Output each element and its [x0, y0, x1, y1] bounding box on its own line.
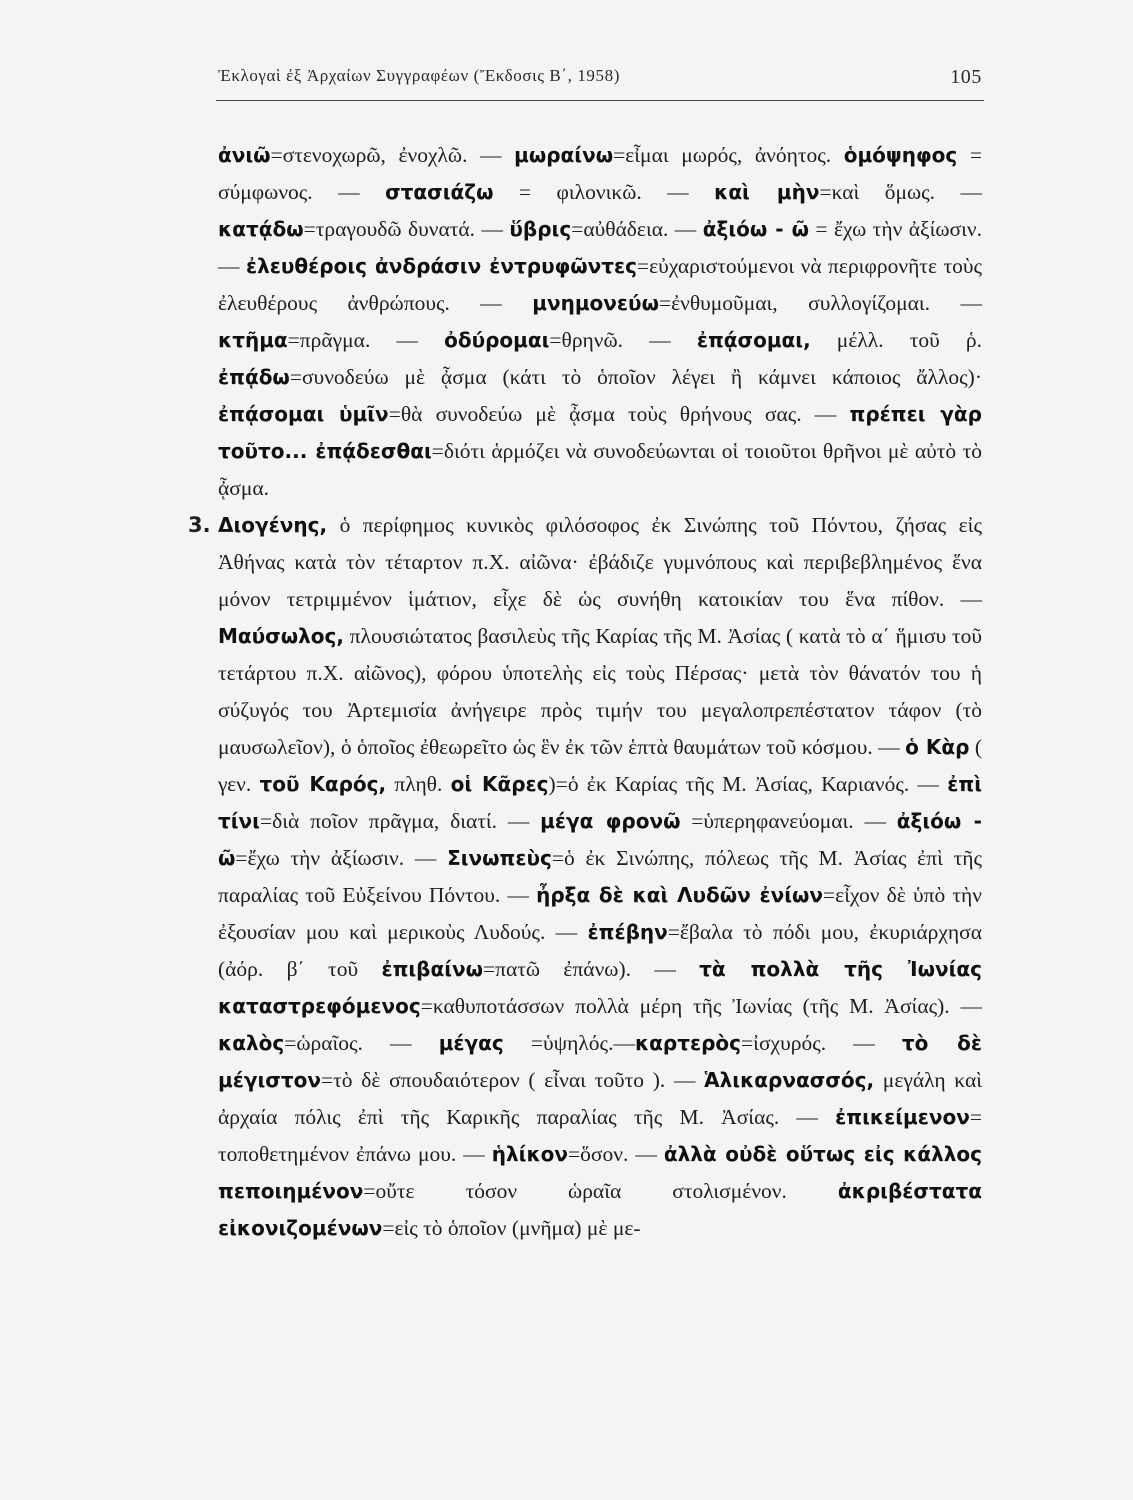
lemma-gloss: =καὶ ὅμως. —	[819, 180, 982, 204]
lemma-headword: ἐπᾴδω	[218, 365, 290, 389]
lemma-gloss: =ἔβαλα τὸ πόδι μου, ἐκυριάρχησα (ἀόρ. β΄ τοῦ	[218, 920, 982, 981]
lemma-gloss: =οὔτε τόσον ὡραῖα στολισμένον.	[363, 1179, 838, 1203]
lemma-headword: ὁ Κὰρ	[905, 735, 970, 759]
lemma-gloss: =ἐνθυμοῦμαι, συλλογίζομαι. —	[658, 291, 982, 315]
lemma-headword: Διογένης,	[218, 513, 328, 537]
lemma-headword: μωραίνω	[514, 143, 614, 167]
lemma-gloss: =τὸ δὲ σπουδαιότερον ( εἶναι τοῦτο ). —	[320, 1068, 705, 1092]
lemma-gloss: =πατῶ ἐπάνω). —	[483, 957, 700, 981]
lemma-gloss: = ἔχω τὴν ἀξίωσιν. —	[218, 217, 982, 278]
lemma-headword: οἱ Κᾶρες	[450, 772, 549, 796]
lemma-gloss: =ὁ ἐκ Σινώπης, πόλεως τῆς Μ. Ἀσίας ἐπὶ τῆς παραλίας τοῦ Εὐξείνου Πόντου. —	[218, 846, 982, 907]
lemma-gloss: πλουσιώτατος βασιλεὺς τῆς Καρίας τῆς Μ. Ἀσίας ( κατὰ τὸ α΄ ἥμισυ τοῦ τετάρτου π.Χ. αἰῶνος), φόρου ὑποτελὴς εἰς τοὺς Πέρσας· μετὰ τὸν θάνατόν του ἡ σύζυγός του Ἀρτεμισία ἀνήγειρε πρὸς τιμήν του μεγαλοπρεπέστατον τάφον (τὸ μαυσωλεῖον), ὁ ὁποῖος ἐθεωρεῖτο ὡς ἓν ἐκ τῶν ἑπτὰ θαυμάτων τοῦ κόσμου. —	[218, 624, 982, 759]
lemma-gloss: ( γεν.	[218, 735, 982, 796]
lemma-headword: ἀνιῶ	[218, 143, 271, 167]
lemma-headword: ἐπᾴσομαι ὑμῖν	[218, 402, 389, 426]
running-head-title: Ἐκλογαὶ ἐξ Ἀρχαίων Συγγραφέων (Ἔκδοσις Β΄, 1958)	[218, 66, 620, 85]
lemma-headword: ἡλίκον	[491, 1142, 569, 1166]
lemma-headword: ἀξιόω - ῶ	[702, 217, 809, 241]
lemma-gloss: μέλλ. τοῦ ῥ.	[810, 328, 982, 352]
lemma-gloss: μεγάλη καὶ ἀρχαία πόλις ἐπὶ τῆς Καρικῆς παραλίας τῆς Μ. Ἀσίας. —	[218, 1068, 982, 1129]
lemma-gloss: =τραγουδῶ δυνατά. —	[303, 217, 510, 241]
lemma-gloss: =ἔχω τὴν ἀξίωσιν. —	[235, 846, 448, 870]
lemma-headword: ἐπιβαίνω	[381, 957, 484, 981]
commentary-body	[188, 137, 983, 1247]
lemma-gloss: =ὑψηλός.—	[503, 1031, 635, 1055]
lemma-headword: Μαύσωλος,	[218, 624, 344, 648]
lemma-headword: πρέπει γὰρ τοῦτο... ἐπᾴδεσθαι	[218, 402, 982, 463]
lemma-gloss: = τοποθετημένον ἐπάνω μου. —	[218, 1105, 982, 1166]
lemma-headword: τοῦ Καρός,	[259, 772, 387, 796]
lemma-headword: μέγα φρονῶ	[540, 809, 681, 833]
lemma-headword: κτῆμα	[218, 328, 288, 352]
lemma-gloss: =πρᾶγμα. —	[287, 328, 445, 352]
lemma-headword: καλὸς	[218, 1031, 285, 1055]
lemma-headword: ἀλλὰ οὐδὲ οὕτως εἰς κάλλος πεποιημένον	[218, 1142, 982, 1203]
lemma-gloss: =ὑπερηφανεύομαι. —	[680, 809, 897, 833]
note-3-paragraph	[188, 507, 982, 1247]
lemma-headword: ἐπέβην	[587, 920, 668, 944]
lemma-headword: μέγας	[438, 1031, 504, 1055]
lemma-headword: καὶ μὴν	[714, 180, 820, 204]
lemma-headword: ἦρξα δὲ καὶ Λυδῶν ἐνίων	[536, 883, 824, 907]
lemma-gloss: =εἰς τὸ ὁποῖον (μνῆμα) μὲ με-	[382, 1216, 641, 1240]
lemma-gloss: =διὰ ποῖον πρᾶγμα, διατί. —	[259, 809, 541, 833]
lemma-gloss: = φιλονικῶ. —	[493, 180, 715, 204]
lemma-headword: ἐλευθέροις ἀνδράσιν ἐντρυφῶντες	[245, 254, 638, 278]
lemma-gloss: =διότι ἁρμόζει νὰ συνοδεύωνται οἱ τοιοῦτοι θρῆνοι μὲ αὐτὸ τὸ ᾆσμα.	[218, 439, 982, 500]
lemma-gloss: =εἶμαι μωρός, ἀνόητος.	[613, 143, 844, 167]
lemma-headword: ἐπικείμενον	[835, 1105, 970, 1129]
lemma-headword: μνημονεύω	[532, 291, 659, 315]
note-number: 3.	[188, 513, 211, 537]
lemma-headword: τὸ δὲ μέγιστον	[218, 1031, 982, 1092]
lemma-headword: ἀκριβέστατα εἰκονιζομένων	[218, 1179, 982, 1240]
lemma-gloss: =καθυποτάσσων πολλὰ μέρη τῆς Ἰωνίας (τῆς Μ. Ἀσίας). —	[420, 994, 982, 1018]
lemma-headword: ὕβρις	[509, 217, 572, 241]
lemma-gloss: =ἰσχυρός. —	[741, 1031, 902, 1055]
header-rule	[216, 100, 984, 101]
lemma-gloss: =εἶχον δὲ ὑπὸ τὴν ἐξουσίαν μου καὶ μερικοὺς Λυδούς. —	[218, 883, 982, 944]
lemma-gloss: )=ὁ ἐκ Καρίας τῆς Μ. Ἀσίας, Καριανός. —	[548, 772, 948, 796]
lemma-headword: Σινωπεὺς	[447, 846, 552, 870]
lemma-gloss: = σύμφωνος. —	[218, 143, 982, 204]
lemma-gloss: =αὐθάδεια. —	[571, 217, 703, 241]
lemma-headword: ὀδύρομαι	[444, 328, 550, 352]
lemma-gloss: =συνοδεύω μὲ ᾆσμα (κάτι τὸ ὁποῖον λέγει ἢ κάμνει κάποιος ἄλλος)·	[289, 365, 982, 389]
lemma-headword: κατᾴδω	[218, 217, 304, 241]
lemma-headword: ἐπὶ τίνι	[218, 772, 982, 833]
lemma-gloss: =θρηνῶ. —	[549, 328, 697, 352]
page-number: 105	[950, 66, 982, 88]
lemma-headword: ὁμόψηφος	[843, 143, 958, 167]
lemma-gloss: =ὅσον. —	[568, 1142, 664, 1166]
lemma-gloss: =ὡραῖος. —	[284, 1031, 439, 1055]
lemma-headword: καρτερὸς	[634, 1031, 742, 1055]
lemma-gloss: =θὰ συνοδεύω μὲ ᾆσμα τοὺς θρήνους σας. —	[388, 402, 850, 426]
lemma-gloss: =εὐχαριστούμενοι νὰ περιφρονῆτε τοὺς ἐλευθέρους ἀνθρώπους. —	[218, 254, 983, 315]
lemma-gloss: πληθ.	[386, 772, 451, 796]
lemma-gloss: ὁ περίφημος κυνικὸς φιλόσοφος ἐκ Σινώπης τοῦ Πόντου, ζήσας εἰς Ἀθήνας κατὰ τὸν τέταρτον π.Χ. αἰῶνα· ἐβάδιζε γυμνόπους καὶ περιβεβλημένος ἕνα μόνον τετριμμένον ἱμάτιον, εἶχε δὲ ὡς συνήθη κατοικίαν του ἕνα πίθον. —	[218, 513, 982, 611]
lemma-gloss: =στενοχωρῶ, ἐνοχλῶ. —	[270, 143, 515, 167]
lemma-headword: στασιάζω	[385, 180, 494, 204]
lemma-headword: ἀξιόω - ῶ	[218, 809, 982, 870]
lemma-headword: Ἁλικαρνασσός,	[704, 1068, 875, 1092]
lemma-headword: τὰ πολλὰ τῆς Ἰωνίας καταστρεφόμενος	[218, 957, 982, 1018]
glossary-paragraph	[218, 137, 982, 507]
lemma-headword: ἐπᾴσομαι,	[696, 328, 811, 352]
